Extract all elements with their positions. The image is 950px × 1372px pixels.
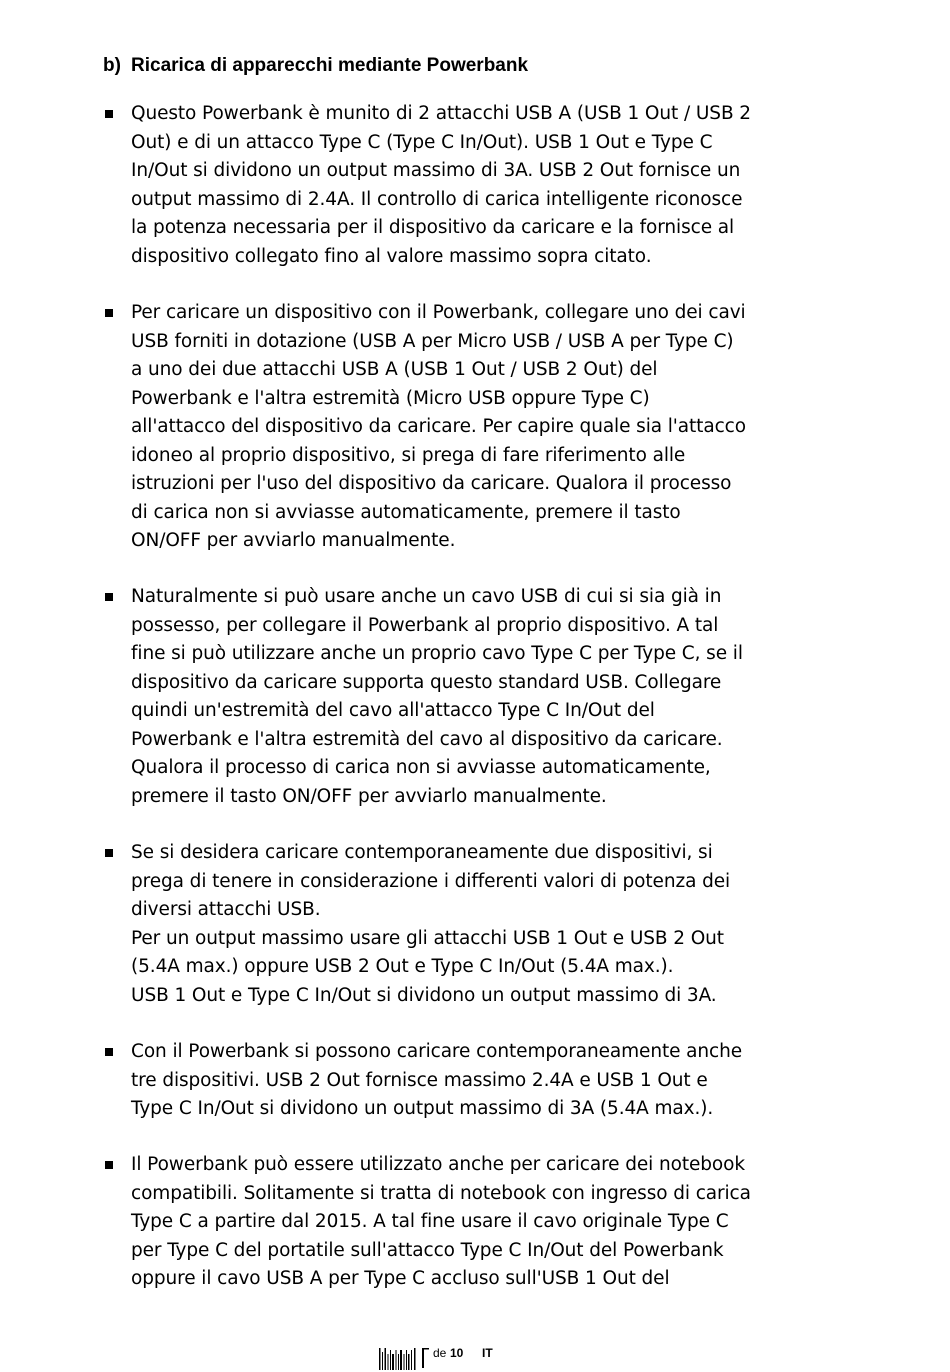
bullet-paragraph-2 — [103, 299, 803, 556]
section-letter: b) — [103, 55, 121, 76]
text-line: la potenza necessaria per il dispositivo da caricare e la fornisce al — [131, 217, 735, 238]
text-line: Con il Powerbank si possono caricare contemporaneamente anche — [131, 1041, 743, 1062]
text-line: In/Out si dividono un output massimo di 3A. USB 2 Out fornisce un — [131, 160, 741, 181]
text-line: Questo Powerbank è munito di 2 attacchi USB A (USB 1 Out / USB 2 — [131, 103, 751, 124]
text-line: output massimo di 2.4A. Il controllo di carica intelligente riconosce — [131, 188, 743, 210]
bullet-paragraph-6 — [103, 1151, 803, 1294]
bullet-square-icon — [105, 1048, 113, 1056]
text-line: ON/OFF per avviarlo manualmente. — [131, 530, 456, 551]
text-line: Type C a partire dal 2015. A tal fine usare il cavo originale Type C — [131, 1211, 729, 1232]
text-line: di carica non si avviasse automaticamente, premere il tasto — [131, 501, 681, 523]
text-line: premere il tasto ON/OFF per avviarlo manualmente. — [131, 785, 607, 807]
text-line: USB forniti in dotazione (USB A per Micro USB / USB A per Type C) — [131, 330, 734, 352]
text-line: dispositivo da caricare supporta questo standard USB. Collegare — [131, 671, 722, 693]
text-line: (5.4A max.) oppure USB 2 Out e Type C In/Out (5.4A max.). — [131, 956, 674, 977]
section-title: Ricarica di apparecchi mediante Powerbank — [131, 55, 529, 76]
text-line: dispositivo collegato fino al valore massimo sopra citato. — [131, 245, 652, 267]
barcode-icon — [379, 1346, 429, 1370]
text-line: istruzioni per l'uso del dispositivo da caricare. Qualora il processo — [131, 473, 732, 494]
text-line: all'attacco del dispositivo da caricare. Per capire quale sia l'attacco — [131, 416, 746, 437]
text-line: Per un output massimo usare gli attacchi USB 1 Out e USB 2 Out — [131, 927, 724, 949]
bullet-square-icon — [105, 1161, 113, 1169]
text-line: diversi attacchi USB. — [131, 899, 321, 920]
bullet-square-icon — [105, 110, 113, 118]
text-line: per Type C del portatile sull'attacco Type C In/Out del Powerbank — [131, 1239, 724, 1261]
section-heading — [103, 55, 528, 77]
bullet-square-icon — [105, 309, 113, 317]
text-line: Per caricare un dispositivo con il Powerbank, collegare uno dei cavi — [131, 302, 746, 323]
bullet-square-icon — [105, 593, 113, 601]
bullet-paragraph-1 — [103, 100, 803, 271]
bullet-paragraph-5 — [103, 1038, 803, 1124]
text-line: compatibili. Solitamente si tratta di notebook con ingresso di carica — [131, 1182, 751, 1204]
text-line: Out) e di un attacco Type C (Type C In/Out). USB 1 Out e Type C — [131, 131, 713, 153]
bullet-square-icon — [105, 849, 113, 857]
text-line: Qualora il processo di carica non si avviasse automaticamente, — [131, 757, 711, 778]
text-line: prega di tenere in considerazione i differenti valori di potenza dei — [131, 870, 731, 892]
bullet-paragraph-4 — [103, 839, 803, 1010]
text-line: Se si desidera caricare contemporaneamente due dispositivi, si — [131, 842, 713, 863]
page-of-label: de — [433, 1346, 447, 1360]
text-line: idoneo al proprio dispositivo, si prega di fare riferimento alle — [131, 444, 686, 466]
bullet-paragraph-3 — [103, 583, 803, 811]
text-line: Il Powerbank può essere utilizzato anche per caricare dei notebook — [131, 1154, 745, 1175]
text-line: tre dispositivi. USB 2 Out fornisce massimo 2.4A e USB 1 Out e — [131, 1069, 708, 1091]
text-line: Naturalmente si può usare anche un cavo USB di cui si sia già in — [131, 586, 722, 607]
text-line: Powerbank e l'altra estremità (Micro USB oppure Type C) — [131, 387, 650, 409]
text-line: USB 1 Out e Type C In/Out si dividono un output massimo di 3A. — [131, 984, 717, 1006]
total-pages: 10 — [450, 1346, 464, 1360]
text-line: Powerbank e l'altra estremità del cavo al dispositivo da caricare. — [131, 728, 723, 750]
text-line: oppure il cavo USB A per Type C accluso sull'USB 1 Out del — [131, 1268, 670, 1289]
language-code: IT — [482, 1346, 493, 1360]
text-line: a uno dei due attacchi USB A (USB 1 Out / USB 2 Out) del — [131, 359, 658, 380]
text-line: possesso, per collegare il Powerbank al proprio dispositivo. A tal — [131, 614, 719, 636]
text-line: quindi un'estremità del cavo all'attacco Type C In/Out del — [131, 700, 655, 721]
text-line: Type C In/Out si dividono un output massimo di 3A (5.4A max.). — [131, 1098, 714, 1119]
text-line: fine si può utilizzare anche un proprio cavo Type C per Type C, se il — [131, 643, 743, 664]
